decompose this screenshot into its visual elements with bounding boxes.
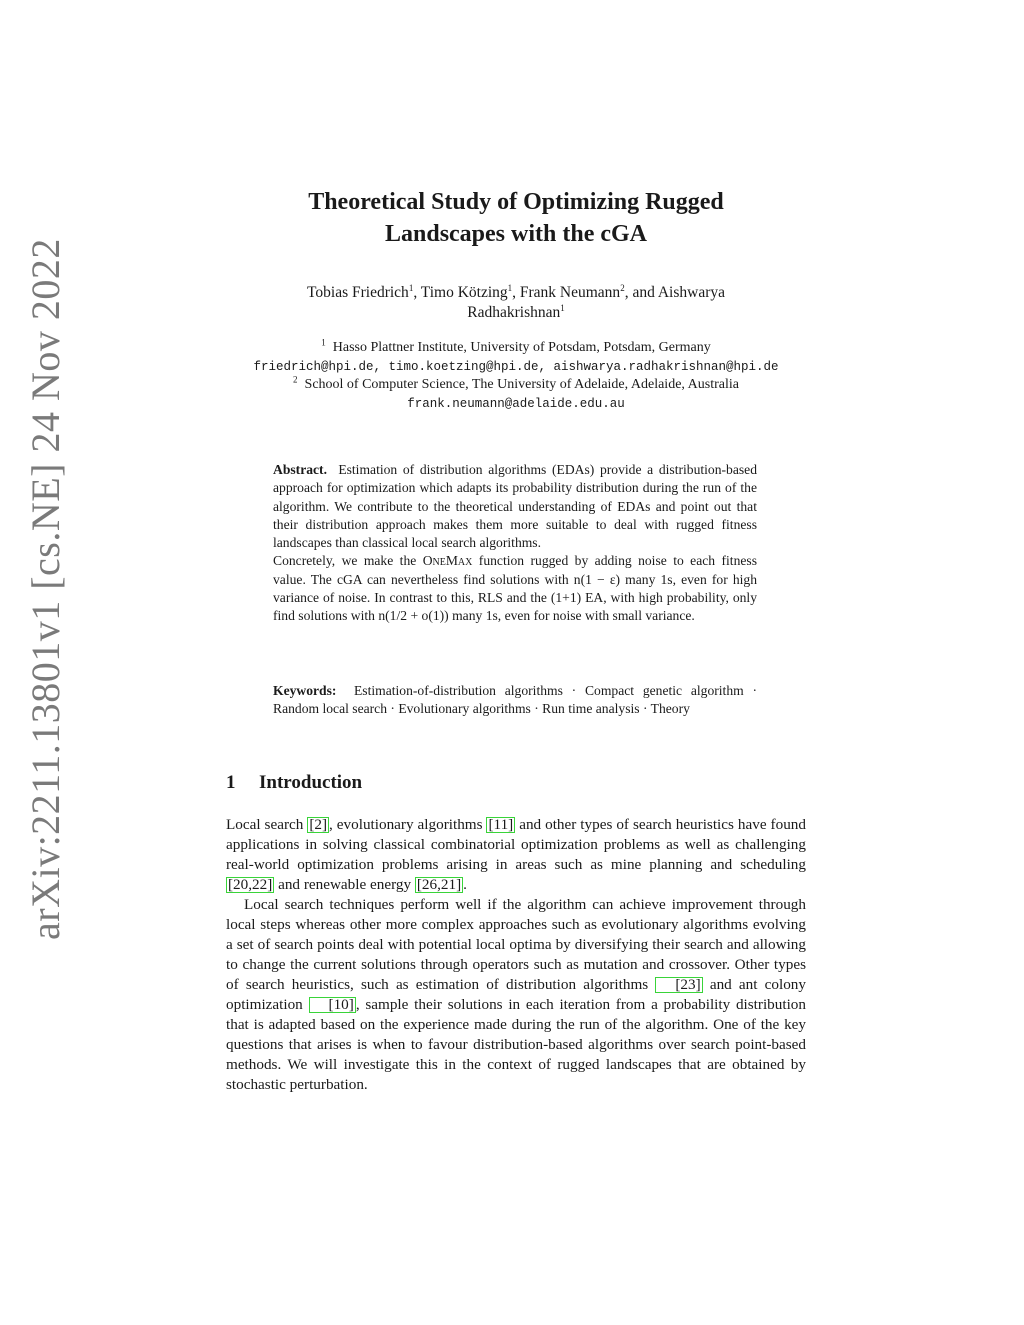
author-3: , Frank Neumann [512,284,621,301]
affil-mark: 2 [293,374,298,385]
author-1: Tobias Friedrich [307,284,409,301]
text-run: . [463,876,467,893]
arxiv-identifier-stamp: arXiv:2211.13801v1 [cs.NE] 24 Nov 2022 [23,238,68,940]
intro-paragraph-2 [226,895,806,1095]
citation-link[interactable]: [10] [309,997,356,1013]
affil-mark: 1 [321,337,326,348]
text-run: and renewable energy [274,876,415,893]
author-2: , Timo Kötzing [413,284,508,301]
abstract-paragraph-1 [273,461,757,552]
introduction-body [226,815,806,1095]
affil-mark: 2 [620,282,625,293]
authors-line-2 [226,303,806,323]
affiliation-1-text: Hasso Plattner Institute, University of Potsdam, Potsdam, Germany [332,340,711,355]
section-heading [226,771,362,795]
paper-title [226,186,806,250]
section-title: Introduction [259,772,363,793]
keywords-text: Estimation-of-distribution algorithms · Compact genetic algorithm · Random local search · Evolutionary algorithms · Run time analysis · Theory [273,683,757,717]
abstract-text-1: Estimation of distribution algorithms (EDAs) provide a distribution-based approach for optimization which adapts its probability distribution during the run of the algorithm. We contribute to the theoretical understanding of EDAs and point out that their distribution approach makes them more suitable to deal with rugged fitness landscapes than classical local search algorithms. [273,462,757,551]
text-run: Local search [226,816,308,833]
affiliation-2-email[interactable]: frank.neumann@adelaide.edu.au [407,396,625,411]
author-4-part1: , and Aishwarya [624,284,725,301]
text-run: , sample their solutions in each iteration from a probability distribution that is adapted based on the experience made during the run of the algorithm. One of the key questions that arises is when to favour distribution-based algorithms over search point-based methods. We will investigate this in the context of rugged landscapes that are obtained by stochastic perturbation. [226,996,806,1093]
text-run: Local search techniques perform well if the algorithm can achieve improvement through local steps whereas other more complex approaches such as evolutionary algorithms evolving a set of search points deal with potential local optima by diversifying their search and allowing to change the current solutions through operators such as mutation and crossover. Other types of search heuristics, such as estimation of distribution algorithms [226,896,806,993]
affiliation-2-text: School of Computer Science, The University of Adelaide, Adelaide, Australia [304,377,739,392]
abstract-label: Abstract. [273,462,327,477]
authors-line-1 [226,283,806,303]
title-line-1: Theoretical Study of Optimizing Rugged [308,189,724,215]
abstract-text-2b: function rugged by adding noise to each fitness value. The cGA can nevertheless find solutions with n(1 − ε) many 1s, even for high variance of noise. In contrast to this, RLS and the (1+1) EA, with high probability, only find solutions with n(1/2 + o(1)) many 1s, even for noise with small variance. [273,553,757,624]
citation-link[interactable]: [2] [309,816,328,833]
onemax-term: OneMax [422,553,473,569]
author-list [226,283,806,323]
affil-mark: 1 [560,302,565,313]
abstract-paragraph-2 [273,552,757,625]
author-4-part2: Radhakrishnan [467,304,561,321]
intro-paragraph-1 [226,815,806,895]
affiliation-1 [226,339,806,358]
citation-link[interactable]: [20,22] [228,876,273,893]
keywords-label: Keywords: [273,683,337,698]
text-run: and other types of search heuristics have found applications in solving classical combinatorial optimization problems as well as challenging real-world optimization problems arising in areas such as mine planning and scheduling [226,816,806,873]
affiliation-2 [226,376,806,395]
affil-mark: 1 [507,282,513,293]
text-run: and ant colony optimization [226,976,806,1013]
section-number: 1 [226,772,236,793]
title-line-2: Landscapes with the cGA [384,221,648,247]
text-run: , evolutionary algorithms [329,816,487,833]
citation-link[interactable]: [11] [488,816,514,833]
citation-link[interactable]: [26,21] [416,876,462,893]
abstract [273,461,757,626]
abstract-text-2a: Concretely, we make the [273,553,423,569]
affiliation-1-emails[interactable]: friedrich@hpi.de, timo.koetzing@hpi.de, aishwarya.radhakrishnan@hpi.de [253,359,779,374]
affiliations [226,339,806,413]
affil-mark: 1 [408,282,414,293]
citation-link[interactable]: [23] [655,977,702,993]
keywords [273,682,757,719]
